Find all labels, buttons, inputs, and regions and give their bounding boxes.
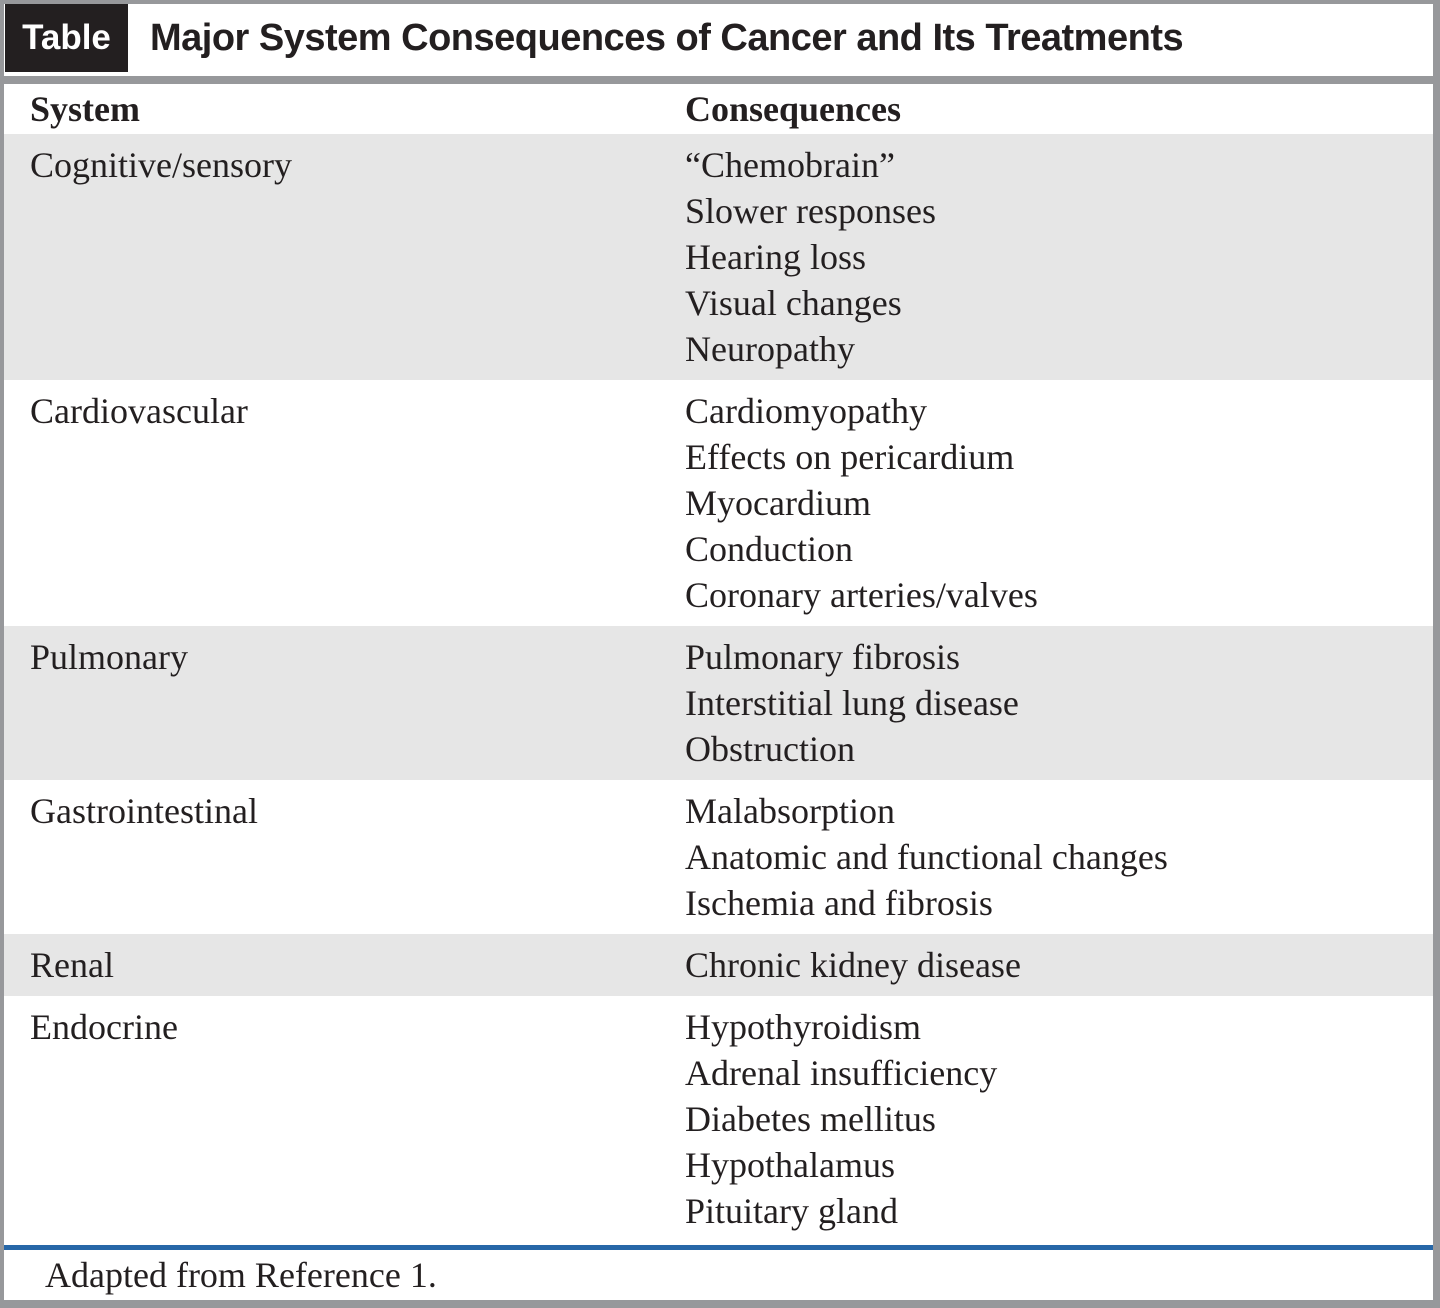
consequence-item: Coronary arteries/valves	[685, 575, 1038, 615]
consequence-item: Interstitial lung disease	[685, 683, 1019, 723]
table-body	[4, 134, 1433, 1242]
table-row	[4, 934, 1433, 996]
consequence-item: “Chemobrain”	[685, 145, 895, 185]
consequence-item: Slower responses	[685, 191, 936, 231]
consequence-item: Pituitary gland	[685, 1191, 898, 1231]
consequences-cell	[685, 1004, 1433, 1234]
table-label: Table	[22, 18, 111, 57]
table-footnote: Adapted from Reference 1.	[4, 1250, 1433, 1300]
consequence-item: Obstruction	[685, 729, 855, 769]
consequence-item: Visual changes	[685, 283, 902, 323]
consequences-cell	[685, 388, 1433, 618]
table-title: Major System Consequences of Cancer and Its Treatments	[150, 16, 1184, 59]
consequences-cell	[685, 788, 1433, 926]
table-row	[4, 380, 1433, 626]
consequence-item: Effects on pericardium	[685, 437, 1015, 477]
table-row	[4, 780, 1433, 934]
consequence-item: Hypothalamus	[685, 1145, 895, 1185]
table-row	[4, 996, 1433, 1242]
table-label-badge	[5, 4, 128, 72]
consequence-item: Diabetes mellitus	[685, 1099, 936, 1139]
consequences-cell	[685, 942, 1433, 988]
consequence-item: Neuropathy	[685, 329, 855, 369]
table-row	[4, 134, 1433, 380]
system-cell: Endocrine	[30, 1007, 178, 1047]
system-cell: Renal	[30, 945, 114, 985]
consequence-item: Pulmonary fibrosis	[685, 637, 960, 677]
consequence-item: Ischemia and fibrosis	[685, 883, 993, 923]
table-title-band	[4, 4, 1433, 76]
consequence-item: Malabsorption	[685, 791, 895, 831]
table-header-row	[4, 84, 1433, 134]
consequences-cell	[685, 634, 1433, 772]
consequence-item: Conduction	[685, 529, 853, 569]
column-header-system: System	[30, 89, 140, 129]
column-header-consequences: Consequences	[685, 89, 902, 129]
title-divider	[4, 76, 1433, 84]
system-cell: Cognitive/sensory	[30, 145, 292, 185]
consequence-item: Adrenal insufficiency	[685, 1053, 998, 1093]
table-row	[4, 626, 1433, 780]
system-cell: Gastrointestinal	[30, 791, 258, 831]
consequence-item: Hearing loss	[685, 237, 866, 277]
consequences-cell	[685, 142, 1433, 372]
system-cell: Cardiovascular	[30, 391, 248, 431]
consequence-item: Chronic kidney disease	[685, 945, 1021, 985]
consequence-item: Cardiomyopathy	[685, 391, 927, 431]
consequence-item: Anatomic and functional changes	[685, 837, 1168, 877]
consequence-item: Myocardium	[685, 483, 871, 523]
consequence-item: Hypothyroidism	[685, 1007, 922, 1047]
system-cell: Pulmonary	[30, 637, 188, 677]
